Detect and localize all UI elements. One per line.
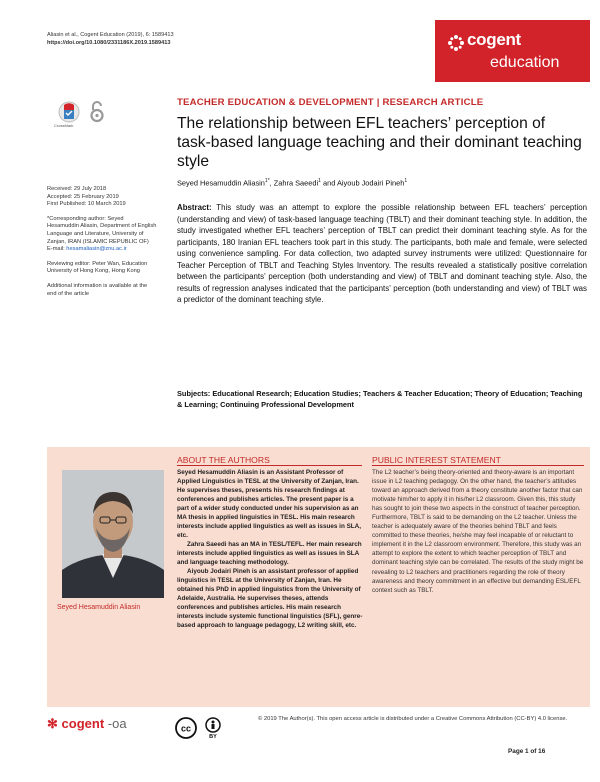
logo-brand: cogent: [467, 30, 521, 49]
public-interest-text: The L2 teacher’s being theory-oriented and theory-aware is an important issue in L2 teaching pedagogy. On the other hand, the teacher’s attitudes toward an approach derived from a theory constitute another factor that can motivate him/her to apply it in his/her L2 classroom. Given this, this study has sought to join these two aspects in the construct of teacher perception. Furthermore, TBLT is said to be demanding on the L2 teacher. Unless the teacher is adequately aware of the theories behind TBLT and feels committed to these theories, he/she may feel incapable of or reluctant to implement it in the L2 classroom environment. Therefore, this study was an attempt to explore the extent to which teacher perception of TBLT and dominant teaching style can be correlated. The results of the study might be revealing to L2 teachers and practitioners regarding the role of theory awareness and theory commitment in an effective but demanding ESL/EFL context such as TBLT.: [372, 469, 584, 594]
photo-caption: Seyed Hesamuddin Aliasin: [57, 604, 141, 611]
article-meta: [47, 186, 157, 305]
cc-label: cc: [180, 723, 192, 734]
public-interest-heading: PUBLIC INTEREST STATEMENT: [372, 455, 501, 465]
about-divider: [177, 465, 362, 466]
author-affiliation: 1*: [264, 178, 270, 184]
abstract: [177, 202, 587, 306]
public-interest-divider: [372, 465, 584, 466]
abstract-label: Abstract:: [177, 203, 212, 212]
citation-text: Aliasin et al., Cogent Education (2019), 6: 1589413: [47, 32, 174, 38]
email-link[interactable]: hesamaliasin@znu.ac.ir: [66, 246, 127, 253]
author-separator: ,: [269, 178, 274, 188]
spark-icon: ✻: [47, 716, 58, 731]
cogent-oa-logo[interactable]: ✻ cogent -oa: [47, 716, 127, 731]
attribution-icon[interactable]: [203, 717, 223, 739]
corresponding-author: *Corresponding author: Seyed Hesamuddin Aliasin, Department of English Language and Literature, University of Zanjan, IRAN (ISLAMIC REPUBLIC OF): [47, 215, 157, 245]
section-label: TEACHER EDUCATION & DEVELOPMENT | RESEARCH ARTICLE: [177, 97, 484, 108]
cogent-spark-icon: [447, 34, 465, 52]
about-authors-text: [177, 468, 364, 630]
citation-block: [47, 31, 174, 47]
published-date: First Published: 10 March 2019: [47, 201, 126, 208]
author-photo: [62, 470, 164, 598]
about-heading: ABOUT THE AUTHORS: [177, 455, 270, 465]
abstract-text: This study was an attempt to explore the possible relationship between EFL teachers’ perception (understanding and view) of task-based language teaching (TBLT) and their dominant teaching style. In addition, the study investigated whether EFL teachers’ perception of TBLT can predict their dominant teaching style. As for the participants, 180 Iranian EFL teachers took part in this study. The participants, both male and female, were selected using convenience sampling. For data collection, two adapted survey instruments were utilized: Questionnaire for Teacher Perception of TBLT and Teaching Styles Inventory. The results revealed a statistically positive correlation between the participants’ perception (both understanding and view) of TBLT and dominant teaching style. Also, the results of regression analyses indicated that the participants’ perception (both understanding and view) of TBLT was a predictor of the dominant teaching style.: [177, 203, 587, 305]
page-number: Page 1 of 16: [508, 748, 546, 755]
received-date: Received: 29 July 2018: [47, 186, 107, 192]
author-separator: and: [320, 178, 337, 188]
about-paragraph: Aiyoub Jodairi Pineh is an assistant professor of applied linguistics in TESL at the University of Zanjan, Iran. He obtained his PhD in applied linguistics from the University of Adelaide, Australia. He supervises theses, attends conferences and publishes articles. His main research interests include systemic functional linguistics (SFL), genre-based approach to language pedagogy, L2 writing skill, etc.: [177, 568, 363, 629]
crossmark-label: CrossMark: [54, 123, 74, 128]
article-title: The relationship between EFL teachers’ perception of task-based language teaching and their dominant teaching style: [177, 115, 582, 170]
license-text: © 2019 The Author(s). This open access article is distributed under a Creative Commons Attribution (CC-BY) 4.0 license.: [258, 716, 568, 722]
email-label: E-mail:: [47, 246, 67, 253]
by-label: BY: [209, 734, 217, 739]
author-affiliation: 1: [404, 178, 408, 184]
author-affiliation: 1: [318, 178, 321, 184]
open-access-icon: [89, 101, 105, 123]
subjects: Subjects: Educational Research; Education Studies; Teachers & Teacher Education; Theory of Education; Teaching & Learning; Continuing Professional Development: [177, 389, 583, 409]
author-name[interactable]: Seyed Hesamuddin Aliasin: [177, 178, 265, 188]
doi-link[interactable]: https://doi.org/10.1080/2331186X.2019.1589413: [47, 40, 171, 46]
footer-brand: cogent: [61, 716, 105, 731]
author-name[interactable]: Aiyoub Jodairi Pineh: [336, 178, 405, 188]
accepted-date: Accepted: 25 February 2019: [47, 193, 119, 200]
cogent-education-logo[interactable]: [435, 20, 590, 82]
author-name[interactable]: Zahra Saeedi: [273, 178, 319, 188]
crossmark-icon[interactable]: [58, 101, 80, 123]
footer-oa: oa: [112, 716, 127, 731]
author-list: [177, 178, 407, 187]
logo-sub: education: [490, 54, 560, 71]
about-paragraph: Zahra Saeedi has an MA in TESL/TEFL. Her main research interests include applied linguistics as well as issues in SLA and language teaching methodology.: [177, 541, 362, 566]
creative-commons-icon[interactable]: [175, 717, 197, 739]
additional-info: Additional information is available at the end of the article: [47, 282, 148, 297]
reviewing-editor: Reviewing editor: Peter Wan, Education University of Hong Kong, Hong Kong: [47, 260, 148, 275]
about-paragraph: Seyed Hesamuddin Aliasin is an Assistant Professor of Applied Linguistics in TESL at the University of Zanjan, Iran. He supervises theses, presents his research findings at conferences and publishes articles. The present paper is a part of a wider study conducted under his supervision as an MA thesis in applied linguistics in TESL. His main research interests include applied linguistics as well as issues in SLA, etc.: [177, 469, 362, 539]
portrait-image: [62, 470, 164, 598]
